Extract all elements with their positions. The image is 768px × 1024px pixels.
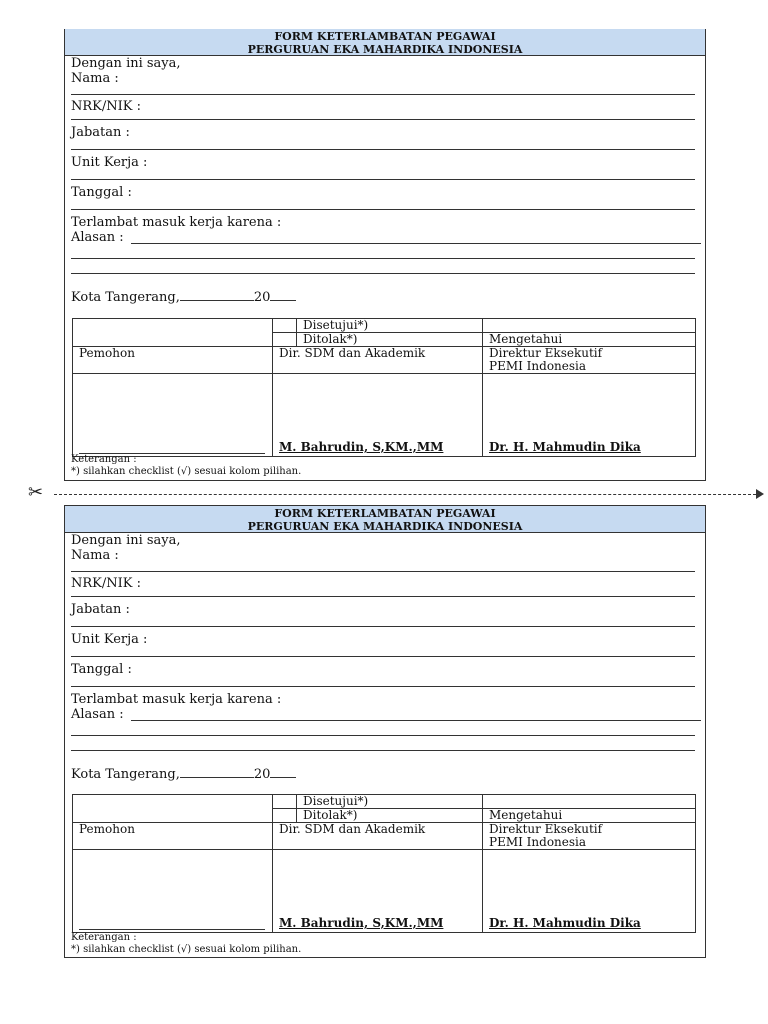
- alasan-line: [71, 273, 695, 274]
- field-label: NRK/NIK :: [71, 99, 141, 114]
- alasan-label: Alasan :: [71, 707, 124, 722]
- field-line: [71, 179, 695, 180]
- signer-direktur: Dr. H. Mahmudin Dika: [483, 850, 696, 933]
- notes-title: Keterangan :: [71, 932, 137, 943]
- field-label: Jabatan :: [71, 125, 130, 140]
- cut-line: [28, 482, 764, 503]
- field-label: Nama :: [71, 71, 119, 86]
- field-label: Tanggal :: [71, 185, 132, 200]
- field-label: Unit Kerja :: [71, 632, 148, 647]
- field-unit-kerja[interactable]: [71, 632, 697, 662]
- notes: [71, 932, 301, 956]
- signature-table: [72, 318, 696, 457]
- direktur-line1: Direktur Eksekutif: [489, 822, 603, 836]
- mengetahui-label: Mengetahui: [483, 809, 696, 823]
- signer-direktur: Dr. H. Mahmudin Dika: [483, 374, 696, 457]
- arrow-right-icon: [756, 489, 764, 499]
- field-label: NRK/NIK :: [71, 576, 141, 591]
- alasan-line: [71, 258, 695, 259]
- intro-text: Dengan ini saya,: [71, 533, 181, 548]
- option-disetujui: Disetujui*): [297, 319, 483, 333]
- pemohon-label: Pemohon: [73, 347, 273, 374]
- table-cell: [73, 319, 273, 347]
- direktur-line2: PEMI Indonesia: [489, 359, 587, 373]
- field-line: [71, 119, 695, 120]
- alasan-label: Alasan :: [71, 230, 124, 245]
- checkbox-disetujui[interactable]: [273, 319, 297, 333]
- signer-sdm: M. Bahrudin, S,KM.,MM: [273, 374, 483, 457]
- direktur-line1: Direktur Eksekutif: [489, 346, 603, 360]
- form-header: [65, 29, 705, 56]
- notes-text: *) silahkan checklist (√) sesuai kolom pilihan.: [71, 466, 302, 477]
- pemohon-label: Pemohon: [73, 823, 273, 850]
- checkbox-ditolak[interactable]: [273, 333, 297, 347]
- field-unit-kerja[interactable]: [71, 155, 697, 185]
- table-cell: [73, 795, 273, 823]
- notes-text: *) silahkan checklist (√) sesuai kolom pilihan.: [71, 944, 302, 955]
- field-line: [71, 596, 695, 597]
- field-line: [71, 149, 695, 150]
- signature-table: [72, 794, 696, 933]
- field-nama[interactable]: [71, 548, 697, 576]
- direktur-label: [483, 347, 696, 374]
- form-subtitle: PERGURUAN EKA MAHARDIKA INDONESIA: [247, 43, 523, 56]
- place-date: [71, 277, 697, 317]
- field-tanggal[interactable]: [71, 185, 697, 215]
- year-label: 20: [253, 767, 271, 782]
- table-cell: [483, 319, 696, 333]
- form-header: [65, 506, 705, 533]
- pemohon-signature[interactable]: [73, 374, 273, 457]
- field-nrk[interactable]: [71, 99, 697, 125]
- option-ditolak: Ditolak*): [297, 809, 483, 823]
- option-ditolak: Ditolak*): [297, 333, 483, 347]
- field-line: [71, 94, 695, 95]
- field-label: Jabatan :: [71, 602, 130, 617]
- date-blank[interactable]: [180, 289, 254, 301]
- checkbox-ditolak[interactable]: [273, 809, 297, 823]
- pemohon-signature[interactable]: [73, 850, 273, 933]
- field-alasan[interactable]: [71, 692, 697, 754]
- form-title: FORM KETERLAMBATAN PEGAWAI: [274, 30, 496, 43]
- alasan-line: [131, 243, 701, 244]
- year-blank[interactable]: [270, 766, 296, 778]
- form-bottom: [64, 505, 706, 958]
- notes: [71, 454, 301, 478]
- form-subtitle: PERGURUAN EKA MAHARDIKA INDONESIA: [247, 520, 523, 533]
- field-line: [71, 571, 695, 572]
- direktur-line2: PEMI Indonesia: [489, 835, 587, 849]
- dir-sdm-label: Dir. SDM dan Akademik: [273, 823, 483, 850]
- dashed-line: [54, 494, 756, 495]
- alasan-line: [71, 750, 695, 751]
- notes-title: Keterangan :: [71, 454, 137, 465]
- field-nrk[interactable]: [71, 576, 697, 602]
- checkbox-disetujui[interactable]: [273, 795, 297, 809]
- year-label: 20: [253, 290, 271, 305]
- signature-line: [79, 919, 265, 930]
- alasan-line: [131, 720, 701, 721]
- signature-line: [79, 443, 265, 454]
- kota-label: Kota Tangerang,: [71, 290, 180, 305]
- signer-sdm: M. Bahrudin, S,KM.,MM: [273, 850, 483, 933]
- reason-intro: Terlambat masuk kerja karena :: [71, 692, 282, 707]
- intro-text: Dengan ini saya,: [71, 56, 181, 71]
- field-nama[interactable]: [71, 71, 697, 99]
- field-label: Tanggal :: [71, 662, 132, 677]
- option-disetujui: Disetujui*): [297, 795, 483, 809]
- field-jabatan[interactable]: [71, 602, 697, 632]
- field-line: [71, 209, 695, 210]
- reason-intro: Terlambat masuk kerja karena :: [71, 215, 282, 230]
- dir-sdm-label: Dir. SDM dan Akademik: [273, 347, 483, 374]
- alasan-line: [71, 735, 695, 736]
- mengetahui-label: Mengetahui: [483, 333, 696, 347]
- date-blank[interactable]: [180, 766, 254, 778]
- scissors-icon: ✂: [28, 482, 44, 503]
- year-blank[interactable]: [270, 289, 296, 301]
- place-date: [71, 754, 697, 794]
- field-line: [71, 656, 695, 657]
- field-tanggal[interactable]: [71, 662, 697, 692]
- field-line: [71, 686, 695, 687]
- field-label: Unit Kerja :: [71, 155, 148, 170]
- form-title: FORM KETERLAMBATAN PEGAWAI: [274, 507, 496, 520]
- direktur-label: [483, 823, 696, 850]
- field-jabatan[interactable]: [71, 125, 697, 155]
- field-line: [71, 626, 695, 627]
- kota-label: Kota Tangerang,: [71, 767, 180, 782]
- field-label: Nama :: [71, 548, 119, 563]
- field-alasan[interactable]: [71, 215, 697, 277]
- form-top: [64, 29, 706, 481]
- table-cell: [483, 795, 696, 809]
